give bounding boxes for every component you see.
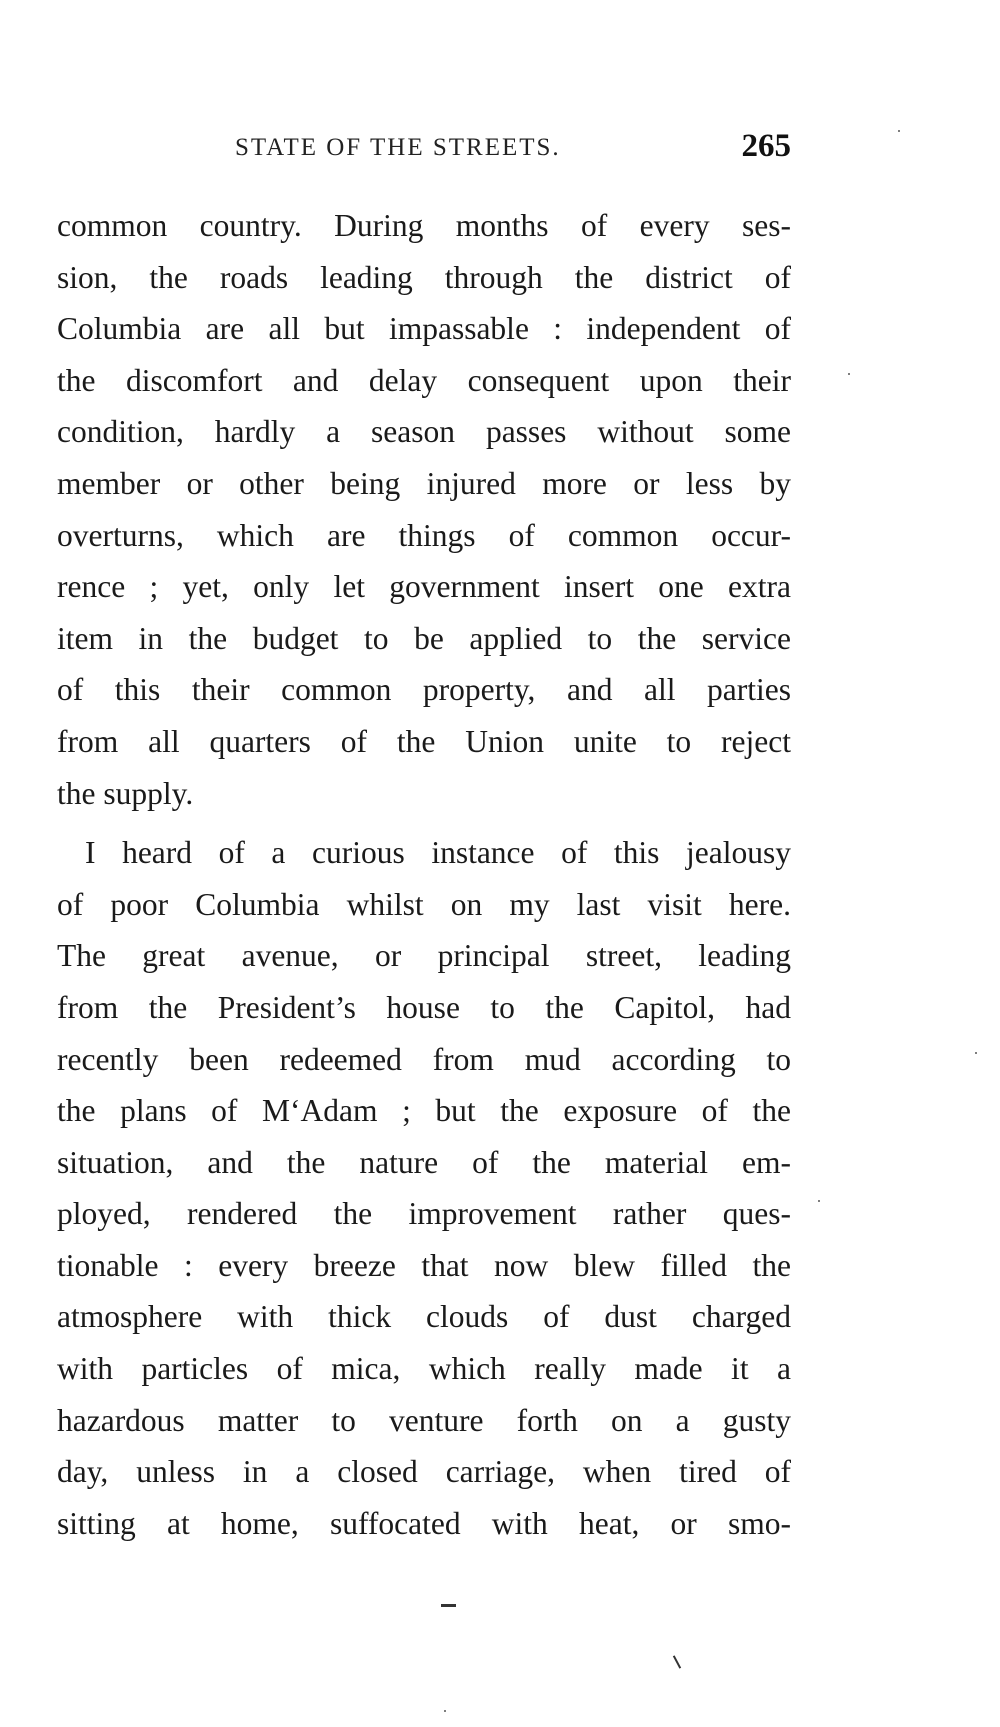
text-line: of this their common property, and all parties: [57, 672, 791, 708]
text-line: the discomfort and delay consequent upon their: [57, 362, 791, 398]
text-line: The great avenue, or principal street, leading: [57, 938, 791, 974]
text-line: condition, hardly a season passes without some: [57, 414, 791, 450]
text-line: atmosphere with thick clouds of dust charged: [57, 1299, 791, 1335]
text-line: hazardous matter to venture forth on a gusty: [57, 1402, 791, 1438]
stray-dot: [975, 1052, 977, 1054]
text-line: the supply.: [57, 775, 194, 811]
text-line: common country. During months of every ses-: [57, 208, 791, 243]
paragraph-1: [57, 200, 791, 819]
text-line: from the President’s house to the Capitol, had: [57, 989, 791, 1025]
text-line: of poor Columbia whilst on my last visit here.: [57, 886, 791, 922]
text-line: sion, the roads leading through the district of: [57, 259, 791, 295]
text-line: ployed, rendered the improvement rather ques-: [57, 1196, 791, 1232]
stray-mark: [673, 1655, 681, 1668]
text-line: item in the budget to be applied to the service: [57, 620, 791, 656]
running-head: [57, 128, 791, 172]
text-line: situation, and the nature of the material em-: [57, 1144, 791, 1180]
stray-dot: [848, 373, 850, 375]
running-title: STATE OF THE STREETS.: [235, 134, 561, 161]
paragraph-2: [57, 827, 791, 1549]
text-line: Columbia are all but impassable : independent of: [57, 311, 791, 347]
text-line: overturns, which are things of common occur-: [57, 517, 791, 553]
text-line: I heard of a curious instance of this jealousy: [85, 835, 791, 871]
printer-mark: [441, 1604, 456, 1607]
page-number: 265: [741, 128, 791, 164]
text-line: member or other being injured more or less by: [57, 465, 791, 501]
text-line: the plans of M‘Adam ; but the exposure of the: [57, 1093, 791, 1129]
text-line: day, unless in a closed carriage, when tired of: [57, 1454, 791, 1490]
text-line: recently been redeemed from mud according to: [57, 1041, 791, 1077]
text-line: tionable : every breeze that now blew filled the: [57, 1247, 791, 1283]
body-text: [57, 200, 791, 1549]
stray-dot: [818, 1200, 820, 1202]
stray-dot: [898, 130, 900, 132]
text-line: rence ; yet, only let government insert one extra: [57, 569, 791, 605]
text-line: from all quarters of the Union unite to reject: [57, 723, 791, 759]
text-line: with particles of mica, which really made it a: [57, 1351, 791, 1387]
text-line: sitting at home, suffocated with heat, or smo-: [57, 1505, 791, 1541]
stray-dot: [444, 1710, 446, 1712]
